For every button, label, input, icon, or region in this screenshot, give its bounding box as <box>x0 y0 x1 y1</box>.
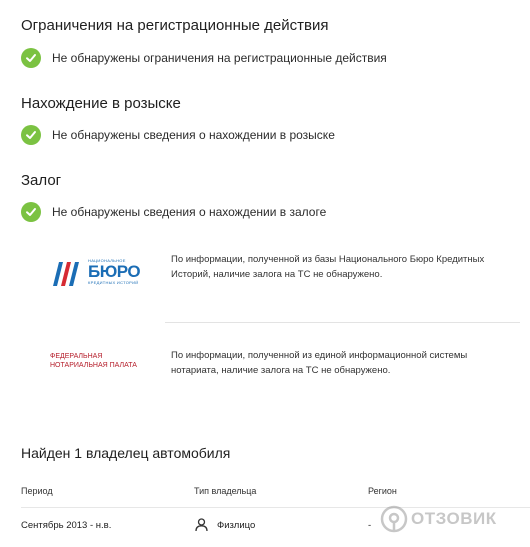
check-icon <box>21 125 41 145</box>
nbki-emblem-icon <box>50 258 84 288</box>
person-icon <box>195 518 208 532</box>
fnp-source-text: По информации, полученной из единой информационной системы нотариата, наличие залога на ТС не обнаружено. <box>171 350 468 376</box>
owner-type-cell <box>195 518 255 532</box>
pledge-source-fnp <box>50 352 520 382</box>
nbki-logo-top: НАЦИОНАЛЬНОЕ <box>88 258 126 263</box>
section-title-restrictions: Ограничения на регистрационные действия <box>21 17 329 34</box>
check-icon <box>21 48 41 68</box>
otzovik-logo-icon <box>380 505 408 533</box>
nbki-source-text: По информации, полученной из базы Национального Бюро Кредитных Историй, наличие залога на ТС не обнаружено. <box>171 254 485 280</box>
nbki-logo-bottom: КРЕДИТНЫХ ИСТОРИЙ <box>88 280 139 285</box>
watermark <box>380 505 497 533</box>
status-row-restrictions <box>21 48 387 68</box>
owner-type: Физлицо <box>217 519 256 531</box>
watermark-text: ОТЗОВИК <box>411 509 497 528</box>
owners-title: Найден 1 владелец автомобиля <box>21 445 231 461</box>
owner-region: - <box>368 520 372 531</box>
divider <box>165 322 520 323</box>
status-text-restrictions: Не обнаружены ограничения на регистрационные действия <box>52 51 387 65</box>
status-row-wanted <box>21 125 335 145</box>
check-icon <box>21 202 41 222</box>
owner-period: Сентябрь 2013 - н.в. <box>21 520 112 531</box>
status-text-pledge: Не обнаружены сведения о нахождении в залоге <box>52 205 327 219</box>
section-title-wanted: Нахождение в розыске <box>21 95 181 112</box>
column-header-region: Регион <box>368 486 397 496</box>
status-text-wanted: Не обнаружены сведения о нахождении в розыске <box>52 128 335 142</box>
pledge-source-nbki <box>50 254 520 298</box>
section-title-pledge: Залог <box>21 172 62 189</box>
fnp-logo-line1: ФЕДЕРАЛЬНАЯ <box>50 353 103 360</box>
column-header-owner-type: Тип владельца <box>194 486 257 496</box>
status-row-pledge <box>21 202 326 222</box>
nbki-logo-main: БЮРО <box>88 262 141 281</box>
column-header-period: Период <box>21 486 53 496</box>
nbki-logo <box>50 258 140 288</box>
fnp-logo-line2: НОТАРИАЛЬНАЯ ПАЛАТА <box>50 362 137 369</box>
fnp-logo <box>50 352 137 370</box>
